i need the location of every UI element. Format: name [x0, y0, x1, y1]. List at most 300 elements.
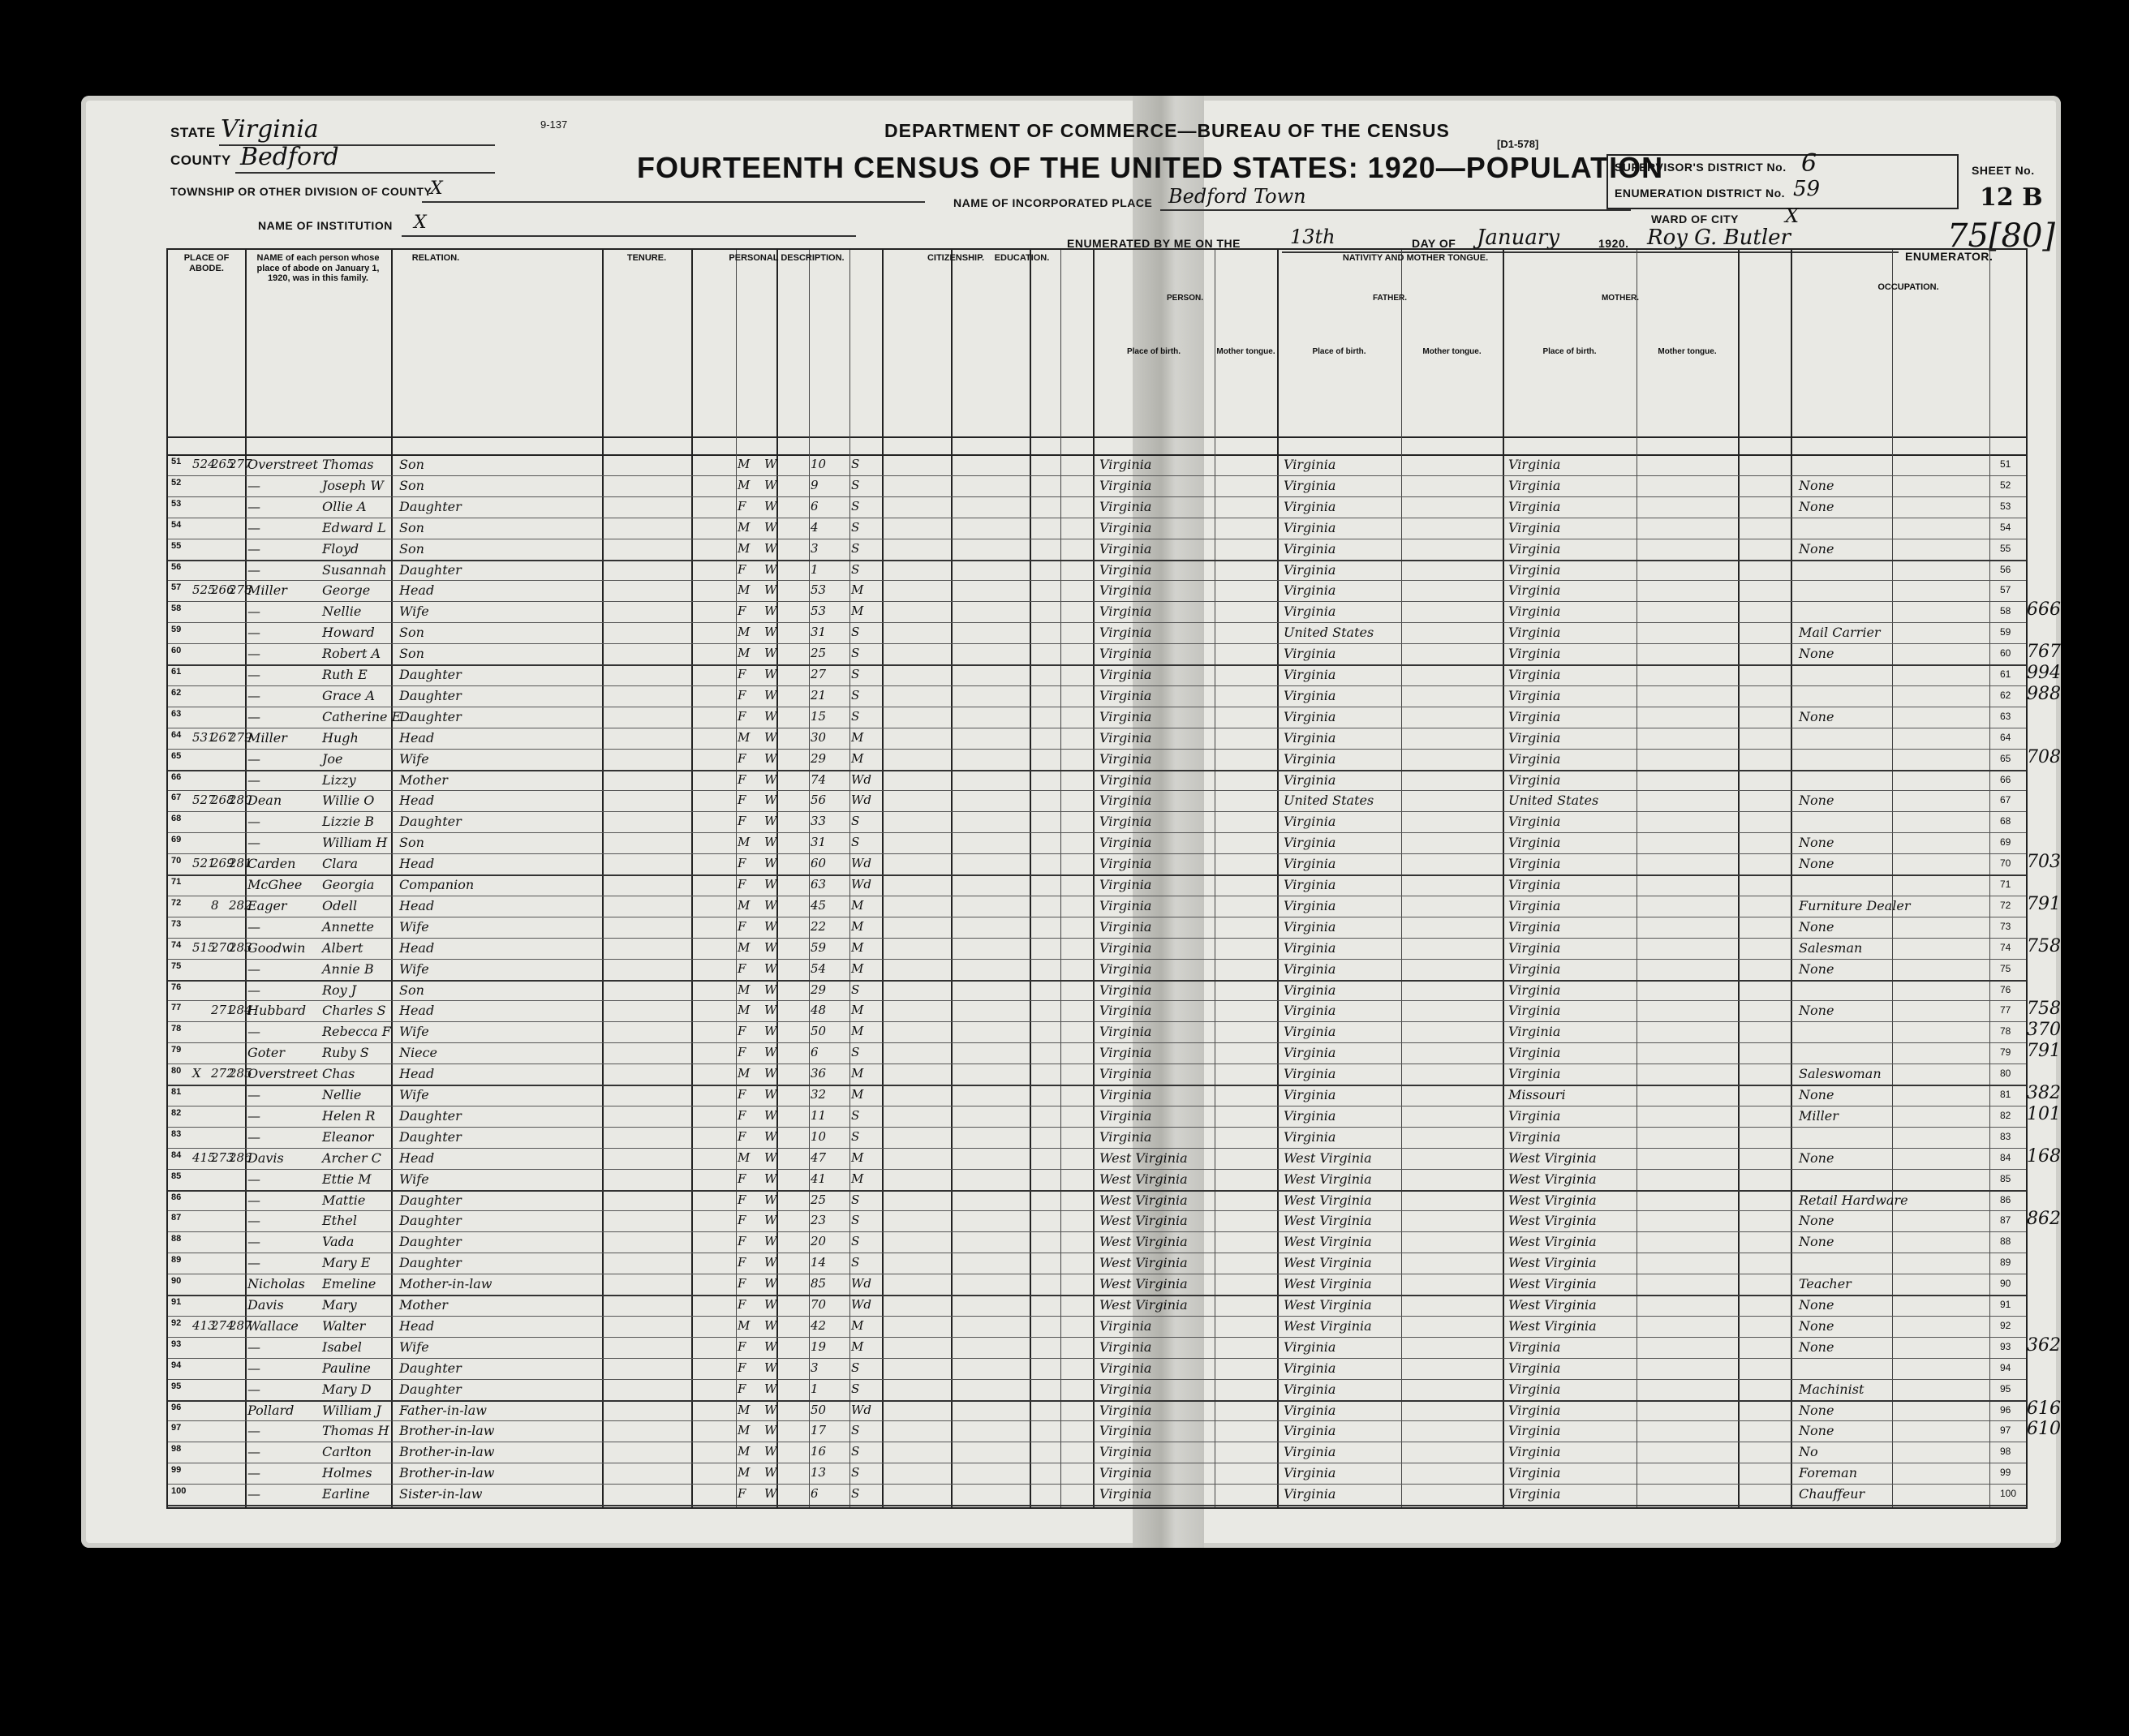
row-number: 94	[171, 1360, 182, 1370]
occupation: Mail Carrier	[1799, 625, 1881, 641]
father-birthplace: Virginia	[1284, 582, 1336, 599]
row-number: 89	[171, 1255, 182, 1265]
row-number-right: 96	[2000, 1403, 2011, 1416]
birthplace: West Virginia	[1099, 1234, 1188, 1250]
sex: M	[738, 582, 751, 598]
age: 31	[811, 625, 827, 640]
given-name: Archer C	[322, 1149, 381, 1166]
marital-status: S	[851, 1107, 860, 1123]
age: 23	[811, 1213, 827, 1228]
sex: F	[738, 1107, 746, 1123]
relation: Brother-in-law	[399, 1465, 495, 1481]
given-name: Albert	[322, 939, 363, 956]
col-tenure: TENURE.	[626, 253, 667, 263]
race: W	[764, 1402, 777, 1417]
surname: —	[247, 771, 260, 788]
row-number-right: 85	[2000, 1172, 2011, 1184]
row-number-right: 94	[2000, 1361, 2011, 1373]
father-birthplace: Virginia	[1284, 1486, 1336, 1502]
row-number-right: 55	[2000, 542, 2011, 554]
mother-birthplace: Virginia	[1508, 477, 1561, 493]
birthplace: Virginia	[1099, 1486, 1152, 1502]
supervisor-label: SUPERVISOR'S DISTRICT No.	[1615, 161, 1787, 174]
age: 53	[811, 582, 827, 598]
sex: F	[738, 1128, 746, 1144]
mother-birthplace: Virginia	[1508, 1024, 1561, 1040]
father-birthplace: Virginia	[1284, 1444, 1336, 1460]
surname: Pollard	[247, 1402, 295, 1418]
surname: Miller	[247, 582, 287, 599]
marital-status: M	[851, 960, 864, 976]
race: W	[764, 708, 777, 724]
given-name: Annette	[322, 918, 374, 935]
row-number-right: 66	[2000, 773, 2011, 785]
visitation-number: 285	[229, 1066, 252, 1081]
census-title: FOURTEENTH CENSUS OF THE UNITED STATES: 1920—POPULATION	[637, 151, 1664, 184]
race: W	[764, 877, 777, 892]
race: W	[764, 1444, 777, 1459]
sex: M	[738, 939, 751, 955]
mother-birthplace: West Virginia	[1508, 1171, 1597, 1187]
row-number-right: 58	[2000, 605, 2011, 617]
given-name: William H	[322, 835, 388, 851]
race: W	[764, 729, 777, 745]
given-name: Annie B	[322, 960, 374, 977]
age: 41	[811, 1171, 827, 1186]
mother-birthplace: Virginia	[1508, 835, 1561, 851]
row-number: 72	[171, 897, 182, 908]
mother-birthplace: Virginia	[1508, 729, 1561, 746]
state-value: Virginia	[221, 115, 319, 144]
birthplace: Virginia	[1099, 604, 1152, 620]
sex: F	[738, 1213, 746, 1228]
race: W	[764, 1045, 777, 1060]
relation: Wife	[399, 960, 429, 977]
enumeration-label: ENUMERATION DISTRICT No.	[1615, 187, 1786, 200]
occupation: None	[1799, 1213, 1834, 1229]
age: 1	[811, 1381, 819, 1396]
relation: Mother	[399, 1297, 448, 1313]
margin-number: 610	[2027, 1419, 2061, 1440]
occupation: Foreman	[1799, 1465, 1857, 1481]
sheet-label: SHEET No.	[1972, 164, 2035, 177]
col-father: FATHER.	[1372, 294, 1408, 303]
age: 56	[811, 793, 827, 808]
relation: Head	[399, 897, 435, 913]
birthplace: Virginia	[1099, 540, 1152, 556]
age: 19	[811, 1339, 827, 1354]
row-number-right: 65	[2000, 752, 2011, 764]
occupation: None	[1799, 1317, 1834, 1334]
sex: M	[738, 729, 751, 745]
sex: F	[738, 1297, 746, 1312]
occupation: Miller	[1799, 1107, 1839, 1124]
marital-status: M	[851, 1171, 864, 1186]
relation: Daughter	[399, 1234, 462, 1250]
birthplace: Virginia	[1099, 939, 1152, 956]
enumerated-label: ENUMERATED BY ME ON THE	[1067, 237, 1241, 250]
race: W	[764, 1360, 777, 1375]
marital-status: S	[851, 1465, 860, 1480]
mother-birthplace: West Virginia	[1508, 1276, 1597, 1292]
occupation: Saleswoman	[1799, 1066, 1882, 1082]
birthplace: Virginia	[1099, 625, 1152, 641]
age: 42	[811, 1317, 827, 1333]
row-number: 95	[171, 1381, 182, 1391]
occupation: Furniture Dealer	[1799, 897, 1911, 913]
visitation-number: 284	[229, 1003, 252, 1018]
visitation-number: 279	[229, 729, 252, 745]
row-number-right: 52	[2000, 479, 2011, 491]
father-birthplace: West Virginia	[1284, 1317, 1372, 1334]
sex: F	[738, 561, 746, 577]
document-code: [D1-578]	[1497, 138, 1539, 150]
marital-status: M	[851, 1003, 864, 1018]
occupation: Salesman	[1799, 939, 1863, 956]
sex: M	[738, 1465, 751, 1480]
margin-number: 101	[2027, 1103, 2061, 1124]
marital-status: S	[851, 540, 860, 556]
age: 6	[811, 498, 819, 513]
row-number: 61	[171, 667, 182, 677]
father-birthplace: United States	[1284, 625, 1374, 641]
occupation: None	[1799, 708, 1834, 724]
township-label: TOWNSHIP OR OTHER DIVISION OF COUNTY	[170, 185, 432, 198]
visitation-number: 278	[229, 582, 252, 598]
dwelling-number: 527	[192, 793, 216, 808]
row-number: 55	[171, 540, 182, 551]
marital-status: Wd	[851, 1276, 872, 1291]
race: W	[764, 1087, 777, 1102]
age: 6	[811, 1486, 819, 1502]
surname: —	[247, 604, 260, 620]
father-birthplace: Virginia	[1284, 877, 1336, 892]
row-number: 71	[171, 877, 182, 887]
sex: M	[738, 1066, 751, 1081]
sex: M	[738, 540, 751, 556]
given-name: Ettie M	[322, 1171, 372, 1187]
mother-birthplace: Virginia	[1508, 687, 1561, 703]
mother-birthplace: West Virginia	[1508, 1317, 1597, 1334]
race: W	[764, 1423, 777, 1438]
sex: F	[738, 1171, 746, 1186]
race: W	[764, 477, 777, 492]
birthplace: Virginia	[1099, 814, 1152, 830]
father-birthplace: West Virginia	[1284, 1149, 1372, 1166]
father-birthplace: Virginia	[1284, 1107, 1336, 1124]
age: 3	[811, 540, 819, 556]
surname: —	[247, 1444, 260, 1460]
relation: Wife	[399, 750, 429, 767]
mother-birthplace: Virginia	[1508, 457, 1561, 472]
father-birthplace: Virginia	[1284, 1465, 1336, 1481]
relation: Head	[399, 1149, 435, 1166]
given-name: Joseph W	[322, 477, 384, 493]
father-birthplace: Virginia	[1284, 835, 1336, 851]
census-table	[166, 248, 2028, 1509]
surname: Overstreet	[247, 457, 318, 472]
race: W	[764, 457, 777, 471]
ward-value: X	[1785, 204, 1800, 227]
row-number: 58	[171, 604, 182, 614]
occupation: None	[1799, 1423, 1834, 1439]
sex: F	[738, 1486, 746, 1502]
row-number-right: 53	[2000, 500, 2011, 512]
marital-status: S	[851, 498, 860, 513]
family-number: 268	[211, 793, 234, 808]
relation: Head	[399, 856, 435, 872]
age: 59	[811, 939, 827, 955]
col-occupation: OCCUPATION.	[1877, 282, 1939, 292]
occupation: No	[1799, 1444, 1818, 1460]
row-number-right: 81	[2000, 1089, 2011, 1100]
row-number: 99	[171, 1465, 182, 1476]
sex: F	[738, 750, 746, 766]
father-birthplace: Virginia	[1284, 1402, 1336, 1418]
race: W	[764, 1149, 777, 1165]
relation: Son	[399, 646, 424, 662]
surname: —	[247, 540, 260, 556]
race: W	[764, 1066, 777, 1081]
mother-birthplace: Virginia	[1508, 877, 1561, 892]
marital-status: M	[851, 897, 864, 913]
given-name: Charles S	[322, 1003, 386, 1019]
sex: M	[738, 519, 751, 535]
given-name: Susannah	[322, 561, 387, 578]
sex: F	[738, 1024, 746, 1039]
father-birthplace: West Virginia	[1284, 1234, 1372, 1250]
sex: M	[738, 1003, 751, 1018]
given-name: Thomas	[322, 457, 374, 472]
marital-status: S	[851, 835, 860, 850]
incorporated-place-label: NAME OF INCORPORATED PLACE	[953, 196, 1153, 209]
family-number: 274	[211, 1317, 234, 1333]
relation: Brother-in-law	[399, 1444, 495, 1460]
relation: Wife	[399, 1339, 429, 1355]
father-birthplace: Virginia	[1284, 540, 1336, 556]
age: 3	[811, 1360, 819, 1375]
sex: M	[738, 1149, 751, 1165]
visitation-number: 280	[229, 793, 252, 808]
race: W	[764, 939, 777, 955]
row-number: 56	[171, 561, 182, 572]
relation: Son	[399, 519, 424, 535]
sex: F	[738, 708, 746, 724]
row-number: 59	[171, 625, 182, 635]
dwelling-number: X	[192, 1066, 201, 1081]
surname: —	[247, 1234, 260, 1250]
institution-label: NAME OF INSTITUTION	[258, 219, 393, 232]
surname: —	[247, 750, 260, 767]
birthplace: West Virginia	[1099, 1297, 1188, 1313]
age: 31	[811, 835, 827, 850]
marital-status: M	[851, 1066, 864, 1081]
birthplace: Virginia	[1099, 1024, 1152, 1040]
birthplace: Virginia	[1099, 646, 1152, 662]
mother-birthplace: United States	[1508, 793, 1599, 809]
marital-status: M	[851, 1087, 864, 1102]
marital-status: S	[851, 667, 860, 681]
given-name: William J	[322, 1402, 381, 1418]
given-name: Roy J	[322, 982, 357, 998]
col-person-birth: Place of birth.	[1126, 347, 1181, 356]
surname: —	[247, 814, 260, 830]
race: W	[764, 519, 777, 535]
sex: F	[738, 918, 746, 934]
birthplace: Virginia	[1099, 1045, 1152, 1061]
birthplace: Virginia	[1099, 771, 1152, 788]
given-name: Helen R	[322, 1107, 376, 1124]
surname: Overstreet	[247, 1066, 318, 1082]
occupation: Retail Hardware	[1799, 1192, 1908, 1208]
margin-number: 988	[2027, 683, 2061, 704]
marital-status: S	[851, 561, 860, 577]
birthplace: Virginia	[1099, 729, 1152, 746]
surname: —	[247, 1381, 260, 1397]
surname: —	[247, 1339, 260, 1355]
marital-status: M	[851, 604, 864, 619]
row-number: 90	[171, 1276, 182, 1287]
age: 70	[811, 1297, 827, 1312]
dwelling-number: 521	[192, 856, 216, 871]
ward-label: WARD OF CITY	[1651, 213, 1739, 226]
father-birthplace: Virginia	[1284, 1024, 1336, 1040]
father-birthplace: Virginia	[1284, 708, 1336, 724]
marital-status: S	[851, 457, 860, 471]
father-birthplace: Virginia	[1284, 646, 1336, 662]
row-number-right: 64	[2000, 731, 2011, 743]
relation: Head	[399, 939, 435, 956]
row-number-right: 97	[2000, 1424, 2011, 1437]
birthplace: Virginia	[1099, 1423, 1152, 1439]
birthplace: West Virginia	[1099, 1149, 1188, 1166]
sex: F	[738, 498, 746, 513]
occupation: None	[1799, 1234, 1834, 1250]
row-number-right: 67	[2000, 794, 2011, 806]
marital-status: S	[851, 625, 860, 640]
marital-status: S	[851, 1234, 860, 1249]
row-number: 62	[171, 687, 182, 698]
row-number-right: 63	[2000, 710, 2011, 722]
mother-birthplace: Virginia	[1508, 856, 1561, 872]
relation: Niece	[399, 1045, 438, 1061]
race: W	[764, 771, 777, 787]
father-birthplace: Virginia	[1284, 604, 1336, 620]
margin-number: 758	[2027, 999, 2061, 1020]
surname: —	[247, 918, 260, 935]
occupation: None	[1799, 835, 1834, 851]
birthplace: Virginia	[1099, 1003, 1152, 1019]
surname: McGhee	[247, 877, 303, 892]
sex: M	[738, 835, 751, 850]
birthplace: Virginia	[1099, 1339, 1152, 1355]
sex: M	[738, 625, 751, 640]
marital-status: S	[851, 1255, 860, 1270]
row-number: 97	[171, 1423, 182, 1433]
given-name: Vada	[322, 1234, 355, 1250]
occupation: None	[1799, 1149, 1834, 1166]
sex: F	[738, 1339, 746, 1354]
father-birthplace: Virginia	[1284, 1003, 1336, 1019]
mother-birthplace: Virginia	[1508, 582, 1561, 599]
age: 25	[811, 1192, 827, 1207]
surname: —	[247, 667, 260, 682]
mother-birthplace: Virginia	[1508, 1003, 1561, 1019]
mother-birthplace: Virginia	[1508, 1444, 1561, 1460]
surname: —	[247, 960, 260, 977]
marital-status: Wd	[851, 877, 872, 892]
birthplace: West Virginia	[1099, 1213, 1188, 1229]
col-father-birth: Place of birth.	[1312, 347, 1366, 356]
age: 13	[811, 1465, 827, 1480]
mother-birthplace: Virginia	[1508, 1465, 1561, 1481]
surname: —	[247, 1423, 260, 1439]
margin-number: 994	[2027, 663, 2061, 683]
marital-status: S	[851, 982, 860, 997]
father-birthplace: Virginia	[1284, 457, 1336, 472]
day-of-label: DAY OF	[1412, 237, 1456, 250]
marital-status: M	[851, 939, 864, 955]
occupation: None	[1799, 1402, 1834, 1418]
age: 10	[811, 1128, 827, 1144]
surname: Miller	[247, 729, 287, 746]
given-name: Nellie	[322, 604, 362, 620]
mother-birthplace: Virginia	[1508, 1486, 1561, 1502]
row-number: 76	[171, 982, 182, 992]
col-mother: MOTHER.	[1601, 294, 1640, 303]
enumerator-name: Roy G. Butler	[1647, 226, 1791, 250]
marital-status: M	[851, 1024, 864, 1039]
row-number: 67	[171, 793, 182, 803]
row-number-right: 93	[2000, 1340, 2011, 1352]
age: 29	[811, 750, 827, 766]
col-citizenship: CITIZENSHIP.	[927, 253, 985, 263]
marital-status: Wd	[851, 1297, 872, 1312]
visitation-number: 282	[229, 897, 252, 913]
age: 60	[811, 856, 827, 871]
sex: M	[738, 897, 751, 913]
row-number: 57	[171, 582, 182, 593]
relation: Wife	[399, 1171, 429, 1187]
given-name: Emeline	[322, 1276, 376, 1292]
given-name: Clara	[322, 856, 359, 872]
dwelling-number: 531	[192, 729, 216, 745]
given-name: George	[322, 582, 371, 599]
relation: Daughter	[399, 1213, 462, 1229]
marital-status: M	[851, 1149, 864, 1165]
row-number-right: 75	[2000, 962, 2011, 974]
age: 9	[811, 477, 819, 492]
race: W	[764, 1486, 777, 1502]
col-person-tongue: Mother tongue.	[1216, 347, 1275, 356]
township-value: X	[430, 178, 443, 199]
race: W	[764, 1465, 777, 1480]
row-number-right: 79	[2000, 1046, 2011, 1059]
age: 15	[811, 708, 827, 724]
birthplace: Virginia	[1099, 687, 1152, 703]
given-name: Pauline	[322, 1360, 371, 1376]
supervisor-value: 6	[1801, 149, 1817, 178]
row-number: 52	[171, 477, 182, 488]
relation: Head	[399, 793, 435, 809]
relation: Daughter	[399, 1360, 462, 1376]
relation: Head	[399, 1317, 435, 1334]
family-number: 273	[211, 1149, 234, 1165]
sex: F	[738, 1045, 746, 1060]
mother-birthplace: Virginia	[1508, 771, 1561, 788]
surname: Nicholas	[247, 1276, 305, 1292]
mother-birthplace: Virginia	[1508, 646, 1561, 662]
